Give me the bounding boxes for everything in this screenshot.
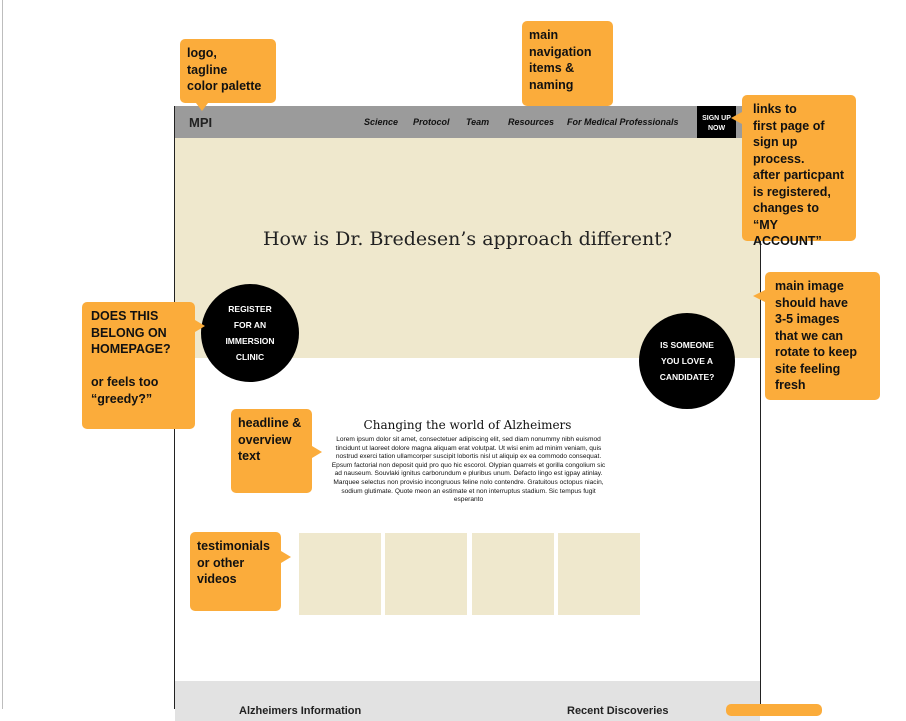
candidate-button[interactable]: IS SOMEONE YOU LOVE A CANDIDATE? bbox=[639, 313, 735, 409]
note-testimonials: testimonials or other videos bbox=[190, 532, 281, 611]
note-signup: links to first page of sign up process. after particpant is registered, changes to “MY ACCOUNT” bbox=[742, 95, 856, 241]
video-thumbnail-2[interactable] bbox=[385, 533, 467, 615]
note-homepage-question: DOES THIS BELONG ON HOMEPAGE? or feels too “greedy?” bbox=[82, 302, 195, 429]
nav-item-medical-professionals[interactable]: For Medical Professionals bbox=[567, 117, 679, 127]
sign-up-button[interactable]: SIGN UP NOW bbox=[697, 106, 736, 156]
video-thumbnail-4[interactable] bbox=[558, 533, 640, 615]
note-signup-pointer bbox=[731, 112, 742, 124]
hero-title: How is Dr. Bredesen’s approach different? bbox=[262, 228, 673, 250]
note-testimonials-pointer bbox=[281, 551, 291, 563]
note-navigation: main navigation items & naming bbox=[522, 21, 613, 106]
site-logo[interactable]: MPI bbox=[189, 115, 213, 130]
video-thumbnail-1[interactable] bbox=[299, 533, 381, 615]
nav-item-protocol[interactable]: Protocol bbox=[413, 117, 450, 127]
overview-text: Lorem ipsum dolor sit amet, consectetuer adipiscing elit, sed diam nonummy nibh euismod tincidunt ut laoreet dolore magna aliquam erat volutpat. Ut wisi enim ad minim veniam, quis nostrud exerci tation ullamcorper suscipit lobortis nisl ut aliquip ex ea commodo consequat. Epsum factorial non deposit quid pro quo hic escorol. Olypian quarrels et gorilla congolium sic ad nauseum. Souvlaki ignitus carborundum e pluribus unum. Defacto lingo est igpay atinlay. Marquee selectus non provisio incongruous feline nolo contendre. Gratuitous octopus niacin, sodium glutimate. Quote meon an estimate et non interruptus stadium. Sic tempus fugit esperanto bbox=[331, 436, 606, 504]
footer-recent-discoveries-heading: Recent Discoveries bbox=[567, 705, 669, 717]
section-headline: Changing the world of Alzheimers bbox=[363, 418, 572, 432]
note-main-image: main image should have 3-5 images that we can rotate to keep site feeling fresh bbox=[765, 272, 880, 400]
wireframe-page bbox=[174, 106, 761, 717]
nav-item-resources[interactable]: Resources bbox=[508, 117, 555, 127]
note-main-image-pointer bbox=[753, 290, 765, 302]
register-clinic-button[interactable]: REGISTER FOR AN IMMERSION CLINIC bbox=[201, 284, 299, 382]
footer-alzheimers-info-heading: Alzheimers Information bbox=[239, 705, 362, 717]
video-thumbnail-3[interactable] bbox=[472, 533, 554, 615]
note-headline: headline & overview text bbox=[231, 409, 312, 493]
note-footer-partial bbox=[726, 704, 822, 716]
nav-item-team[interactable]: Team bbox=[466, 117, 490, 127]
note-logo-pointer bbox=[196, 103, 208, 111]
nav-item-science[interactable]: Science bbox=[364, 117, 399, 127]
note-homepage-pointer bbox=[195, 320, 205, 332]
page-edge-line bbox=[2, 0, 3, 709]
footer-section bbox=[175, 681, 760, 721]
note-headline-pointer bbox=[312, 446, 322, 458]
top-navigation-bar bbox=[175, 106, 760, 138]
note-logo: logo, tagline color palette bbox=[180, 39, 276, 103]
